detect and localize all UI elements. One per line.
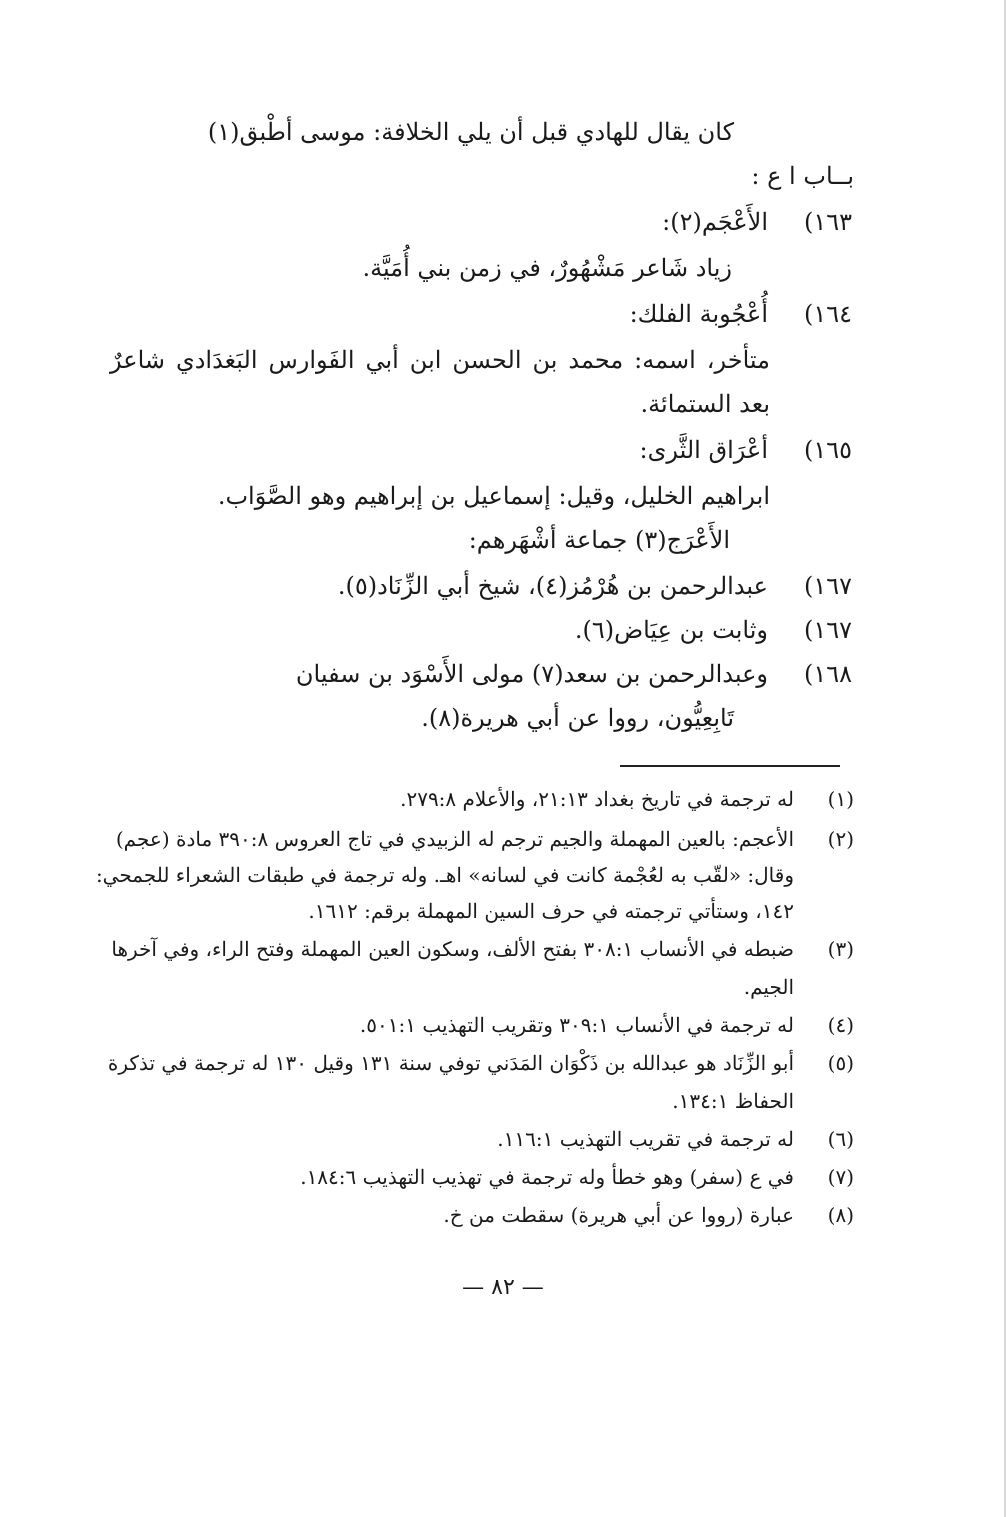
footnote-6 bbox=[154, 1124, 854, 1154]
entry-167a bbox=[252, 568, 852, 604]
entry-164-body: متأخر، اسمه: محمد بن الحسن ابن أبي الفَوارس البَغدَادي شاعرٌ bbox=[110, 346, 770, 374]
entry-number: ١٦٤) bbox=[803, 300, 852, 328]
footnote-4 bbox=[154, 1010, 854, 1040]
footnote-number: (٧) bbox=[827, 1165, 854, 1189]
footnote-number: (٦) bbox=[827, 1127, 854, 1151]
footnote-2-line-3: ١٤٢، وستأتي ترجمته في حرف السين المهملة برقم: ١٦١٢. bbox=[308, 899, 794, 923]
footnote-text: له ترجمة في تقريب التهذيب ١١٦:١. bbox=[497, 1127, 794, 1151]
footnote-number: (٢) bbox=[827, 827, 854, 851]
footnote-2-line-2: وقال: «لقّب به لعُجْمة كانت في لسانه» اهـ. وله ترجمة في طبقات الشعراء للجمحي: bbox=[95, 863, 794, 887]
footnote-number: (١) bbox=[827, 787, 854, 811]
footnote-text: له ترجمة في الأنساب ٣٠٩:١ وتقريب التهذيب ٥٠١:١. bbox=[359, 1013, 794, 1037]
group-heading: الأَعْرَج(٣) جماعة أشْهَرهم: bbox=[468, 526, 730, 554]
entry-heading: عبدالرحمن بن هُرْمُز(٤)، شيخ أبي الزِّنَاد(٥). bbox=[337, 572, 768, 600]
footnote-number: (٥) bbox=[827, 1051, 854, 1075]
footnote-number: (٨) bbox=[827, 1203, 854, 1227]
entry-164-body-cont: بعد الستمائة. bbox=[640, 390, 770, 418]
entry-168-body: تَابِعِيُّون، رووا عن أبي هريرة(٨). bbox=[421, 704, 734, 732]
entry-163-body: زياد شَاعر مَشْهُورٌ، في زمن بني أُمَيَّة. bbox=[362, 254, 732, 282]
entry-heading: الأَعْجَم(٢): bbox=[662, 208, 768, 236]
entry-163 bbox=[452, 204, 852, 240]
footnote-text: في ع (سفر) وهو خطأ وله ترجمة في تهذيب التهذيب ١٨٤:٦. bbox=[300, 1165, 794, 1189]
entry-164 bbox=[452, 296, 852, 332]
entry-number: ١٦٣) bbox=[803, 208, 852, 236]
section-heading: بــاب ا ع : bbox=[751, 162, 854, 190]
entry-number: ١٦٥) bbox=[803, 436, 852, 464]
entry-heading: أعْرَاق الثَّرى: bbox=[639, 436, 768, 464]
footnote-number: (٤) bbox=[827, 1013, 854, 1037]
intro-line: كان يقال للهادي قبل أن يلي الخلافة: موسى أطْبق(١) bbox=[207, 118, 734, 146]
footnote-3 bbox=[111, 934, 854, 964]
page-number: — ٨٢ — bbox=[462, 1275, 544, 1300]
entry-168 bbox=[252, 656, 852, 692]
entry-number: ١٦٧) bbox=[803, 616, 852, 644]
footnote-text: ضبطه في الأنساب ٣٠٨:١ بفتح الألف، وسكون العين المهملة وفتح الراء، وفي آخرها bbox=[111, 937, 794, 961]
footnote-8 bbox=[154, 1200, 854, 1230]
entry-number: ١٦٧) bbox=[803, 572, 852, 600]
footnote-2 bbox=[115, 824, 854, 854]
footnote-separator bbox=[620, 765, 840, 767]
footnote-text: عبارة (رووا عن أبي هريرة) سقطت من خ. bbox=[443, 1203, 794, 1227]
entry-number: ١٦٨) bbox=[803, 660, 852, 688]
entry-165 bbox=[452, 432, 852, 468]
entry-heading: وعبدالرحمن بن سعد(٧) مولى الأَسْوَد بن سفيان bbox=[295, 660, 768, 688]
entry-165-body: ابراهيم الخليل، وقيل: إسماعيل بن إبراهيم وهو الصَّوَاب. bbox=[217, 482, 770, 510]
entry-heading: أُعْجُوبة الفلك: bbox=[629, 300, 768, 328]
footnote-1 bbox=[154, 784, 854, 814]
footnote-text: الأعجم: بالعين المهملة والجيم ترجم له الزبيدي في تاج العروس ٣٩٠:٨ مادة (عجم) bbox=[115, 827, 794, 851]
footnote-number: (٣) bbox=[827, 937, 854, 961]
entry-167b bbox=[352, 612, 852, 648]
footnote-5-line-2: الحفاظ ١٣٤:١. bbox=[672, 1089, 794, 1113]
footnote-5 bbox=[107, 1048, 854, 1078]
footnote-text: له ترجمة في تاريخ بغداد ٢١:١٣، والأعلام ٢٧٩:٨. bbox=[400, 787, 794, 811]
footnote-7 bbox=[154, 1162, 854, 1192]
footnote-text: أبو الزِّنَاد هو عبدالله بن ذَكْوَان المَدَني توفي سنة ١٣١ وقيل ١٣٠ له ترجمة في تذكرة bbox=[107, 1051, 794, 1075]
footnote-3-line-2: الجيم. bbox=[743, 975, 794, 999]
entry-heading: وثابت بن عِيَاض(٦). bbox=[574, 616, 768, 644]
